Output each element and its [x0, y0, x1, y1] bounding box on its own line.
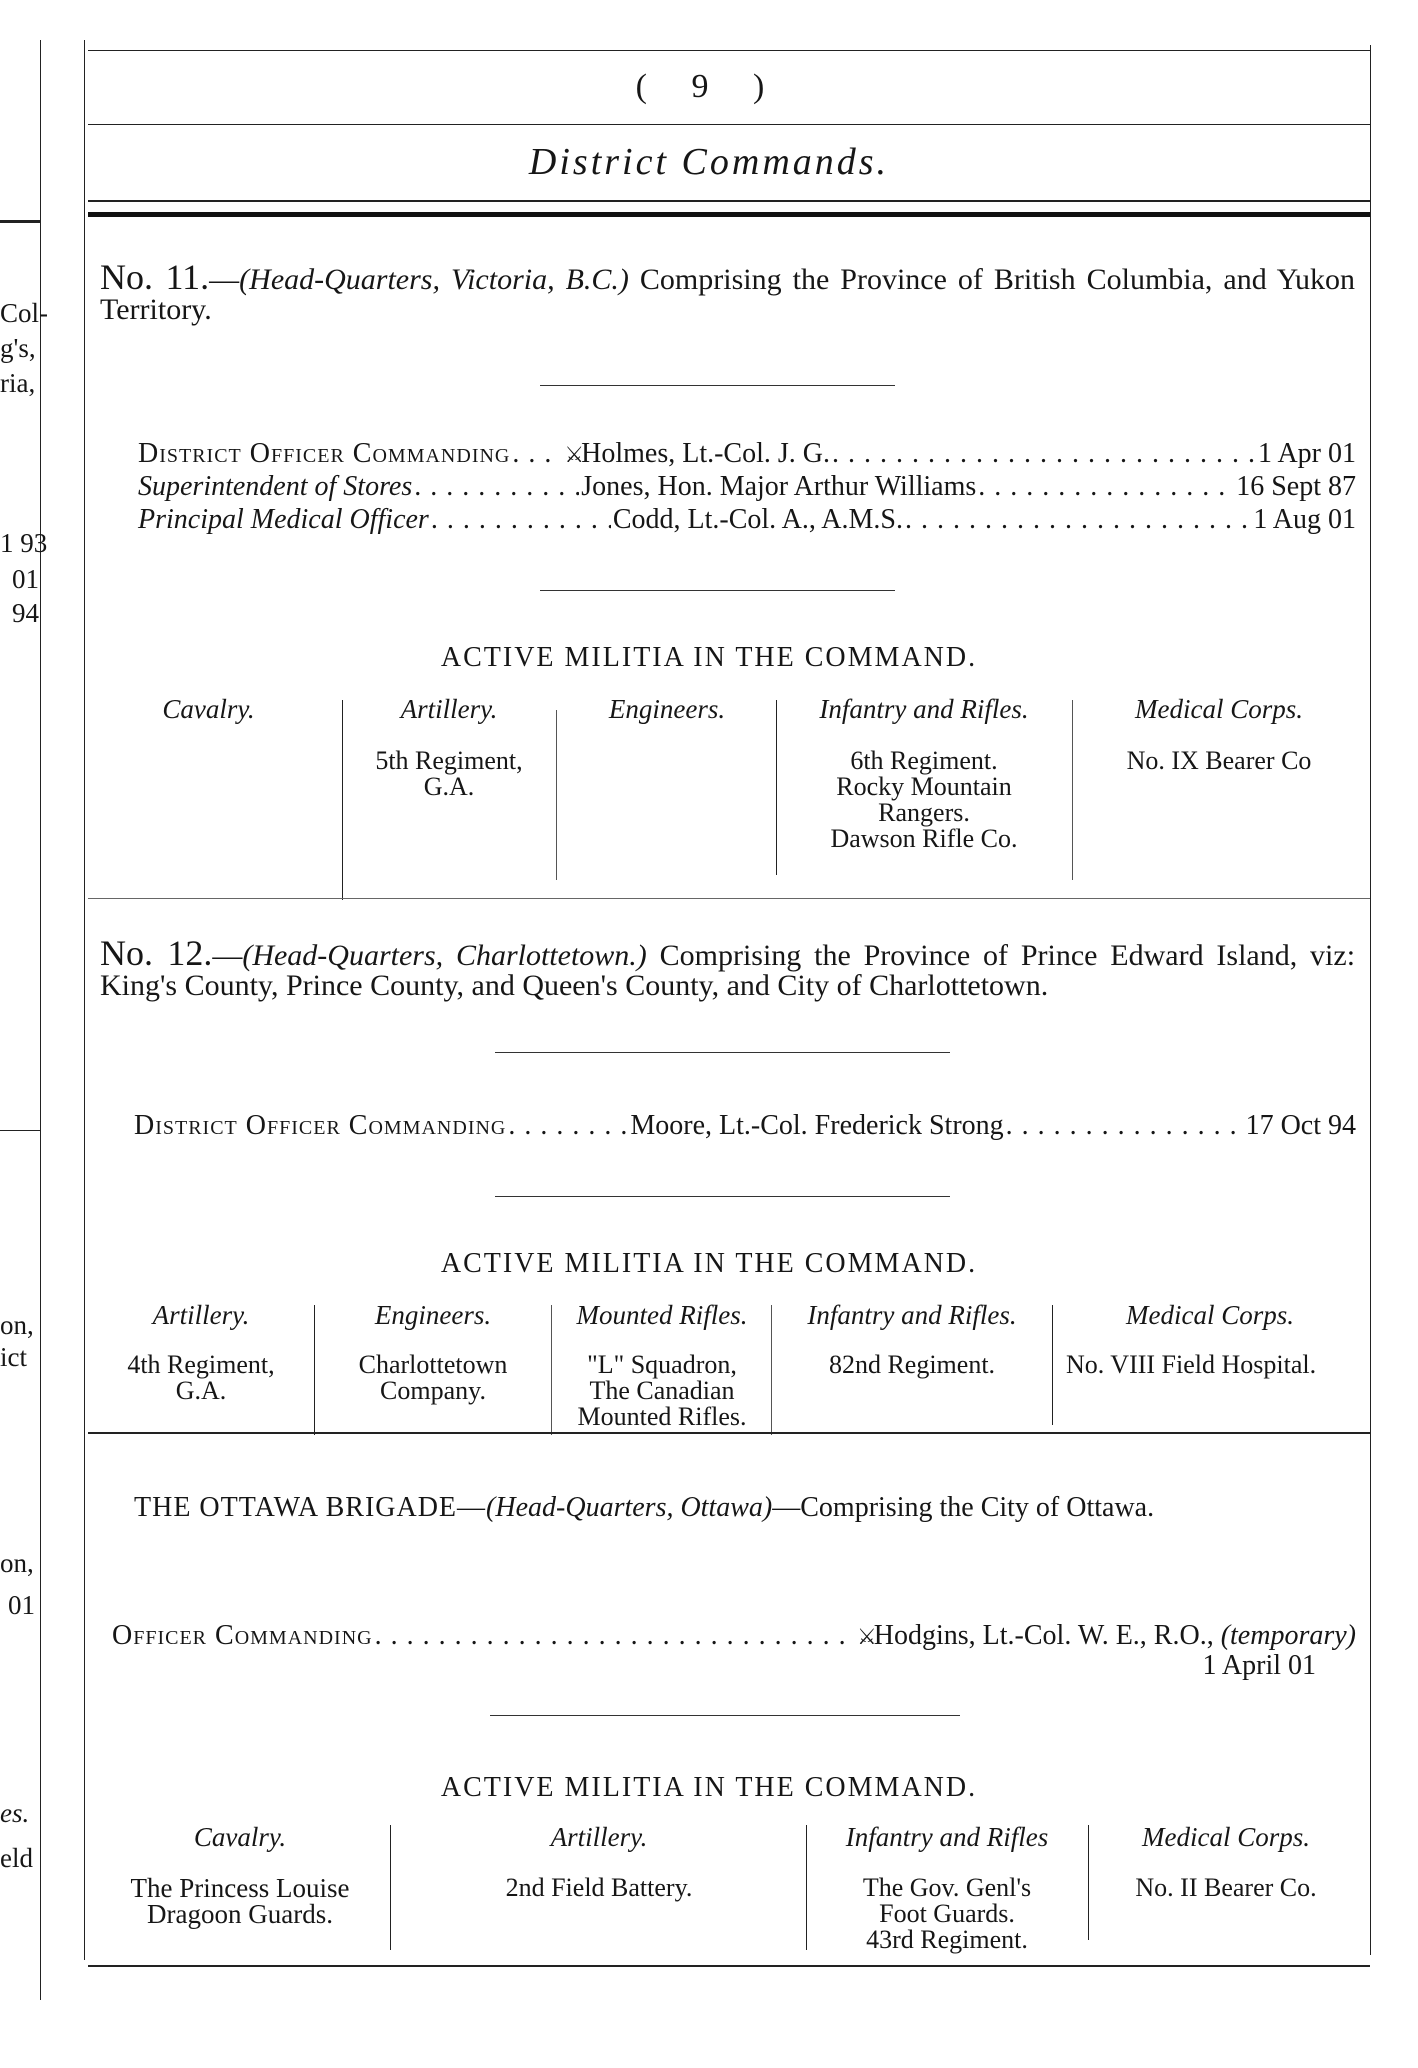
officer-date: 16 Sept 87 — [1236, 471, 1356, 502]
officer-name: Codd, Lt.-Col. A., A.M.S. — [612, 504, 903, 535]
frame-right-rule — [1370, 45, 1371, 1955]
district-text: Comprising the Province of Prince Edward Island, viz: King's County, Prince County, and Queen's County, and City of Charlottetown. — [100, 939, 1356, 1002]
column-divider — [806, 1825, 807, 1950]
officer-note: (temporary) — [1220, 1620, 1356, 1651]
margin-fragment: 94 — [12, 598, 39, 628]
section-rule — [88, 898, 1370, 899]
margin-fragment: on, — [0, 1548, 34, 1578]
frame-left-rule — [84, 40, 85, 1960]
margin-fragment: g's, — [0, 333, 36, 363]
column-divider — [556, 710, 557, 880]
column-heading: Infantry and Rifles. — [807, 1300, 1017, 1330]
officer-name: Moore, Lt.-Col. Frederick Strong — [630, 1110, 1004, 1141]
column-divider — [776, 700, 777, 875]
column-heading: Medical Corps. — [1126, 1300, 1294, 1330]
district-description: No. 11.—(Head-Quarters, Victoria, B.C.) Comprising the Province of British Columbia, and Yukon Territory. — [100, 257, 1355, 326]
margin-fragment: 1 93 — [0, 528, 48, 558]
officer-row — [112, 1620, 1356, 1652]
officer-title: Officer Commanding — [112, 1620, 373, 1651]
district-number: No. 12. — [100, 933, 213, 973]
frame-top-rule — [88, 50, 1370, 51]
rule — [88, 200, 1370, 202]
officer-date: 1 Aug 01 — [1253, 504, 1356, 535]
officer-date: 1 Apr 01 — [1258, 438, 1356, 469]
brigade-description — [134, 1492, 1356, 1524]
margin-fragment: es. — [0, 1798, 30, 1828]
rule — [495, 1052, 950, 1053]
column-body: 82nd Regiment. — [828, 1350, 996, 1379]
officer-name: Jones, Hon. Major Arthur Williams — [581, 471, 977, 502]
swords-icon: ⚔ — [857, 1624, 874, 1649]
frame-bottom-rule — [88, 1965, 1370, 1967]
column-heading: Medical Corps. — [1135, 694, 1303, 724]
column-body: No. IX Bearer Co — [1126, 746, 1312, 775]
section-rule — [88, 1432, 1370, 1434]
swords-icon: ⚔ — [564, 442, 582, 467]
brigade-name: THE OTTAWA BRIGADE— — [134, 1492, 487, 1523]
officer-title: Superintendent of Stores — [138, 471, 413, 502]
column-divider — [1052, 1305, 1053, 1425]
officer-list — [138, 438, 1356, 537]
column-body: 5th Regiment, G.A. — [375, 746, 523, 801]
column-divider — [551, 1305, 552, 1435]
rule — [490, 1715, 960, 1716]
militia-title: ACTIVE MILITIA IN THE COMMAND. — [440, 642, 978, 673]
column-divider — [771, 1305, 772, 1435]
district-description: No. 12.—(Head-Quarters, Charlottetown.) Comprising the Province of Prince Edward Island, viz: King's County, Prince County, and Queen's County, and City of Charlottetown. — [100, 933, 1356, 1002]
officer-title: District Officer Commanding — [138, 438, 511, 469]
column-heading: Mounted Rifles. — [576, 1300, 748, 1330]
officer-row — [138, 438, 1356, 471]
column-divider — [390, 1825, 391, 1950]
column-body: Charlottetown Company. — [358, 1350, 508, 1405]
district-number: No. 11. — [100, 257, 210, 297]
page-number: ( 9 ) — [635, 68, 783, 105]
column-body: The Gov. Genl's Foot Guards. 43rd Regiment. — [862, 1873, 1032, 1954]
column-body: 4th Regiment, G.A. — [127, 1350, 275, 1405]
officer-row — [138, 471, 1356, 504]
margin-fragment: on, — [0, 1310, 34, 1340]
column-body: No. II Bearer Co. — [1135, 1873, 1317, 1902]
officer-row — [138, 504, 1356, 537]
column-heading: Medical Corps. — [1142, 1822, 1310, 1852]
margin-fragment: 01 — [12, 564, 39, 594]
column-heading: Artillery. — [550, 1822, 648, 1852]
district-headquarters: (Head-Quarters, Charlottetown.) — [242, 939, 647, 972]
column-body: The Princess Louise Dragoon Guards. — [130, 1873, 350, 1929]
column-heading: Cavalry. — [162, 694, 255, 724]
officer-title: District Officer Commanding — [134, 1110, 507, 1141]
officer-title: Principal Medical Officer — [138, 504, 429, 535]
column-heading: Engineers. — [608, 694, 726, 724]
column-heading: Artillery. — [400, 694, 498, 724]
column-heading: Cavalry. — [193, 1822, 287, 1852]
officer-list — [112, 1620, 1356, 1680]
rule — [540, 590, 895, 591]
margin-fragment: eld — [0, 1843, 33, 1873]
brigade-text: —Comprising the City of Ottawa. — [772, 1492, 1155, 1523]
margin-rule — [0, 220, 40, 223]
column-divider — [1088, 1825, 1089, 1940]
rule — [88, 124, 1370, 125]
column-body: 6th Regiment. Rocky Mountain Rangers. Dawson Rifle Co. — [830, 746, 1018, 853]
officer-name: Hodgins, Lt.-Col. W. E., R.O., — [873, 1620, 1214, 1651]
column-divider — [314, 1305, 315, 1435]
column-divider — [342, 700, 343, 900]
officer-list — [134, 1110, 1356, 1142]
rule — [540, 385, 895, 386]
officer-row — [134, 1110, 1356, 1142]
margin-fragment: Col- — [0, 298, 49, 328]
district-headquarters: (Head-Quarters, Victoria, B.C.) — [239, 263, 629, 296]
column-heading: Artillery. — [152, 1300, 250, 1330]
column-heading: Infantry and Rifles — [845, 1822, 1049, 1852]
margin-rule — [40, 40, 41, 2000]
column-heading: Engineers. — [374, 1300, 492, 1330]
column-body: No. VIII Field Hospital. — [1066, 1350, 1317, 1379]
heavy-rule — [88, 212, 1370, 217]
column-body: 2nd Field Battery. — [505, 1873, 693, 1902]
column-divider — [1072, 700, 1073, 880]
margin-fragment: ria, — [0, 368, 36, 398]
officer-name: Holmes, Lt.-Col. J. G. — [581, 438, 830, 469]
officer-date: 1 April 01 — [1202, 1650, 1316, 1681]
section-heading: District Commands. — [528, 141, 890, 183]
militia-title: ACTIVE MILITIA IN THE COMMAND. — [440, 1772, 978, 1803]
district-text: Comprising the Province of British Columbia, and Yukon Territory. — [100, 263, 1355, 326]
column-body: "L" Squadron, The Canadian Mounted Rifles. — [577, 1350, 747, 1431]
margin-rule — [0, 1130, 40, 1131]
column-heading: Infantry and Rifles. — [819, 694, 1029, 724]
officer-date: 17 Oct 94 — [1245, 1110, 1356, 1141]
margin-fragment: 01 — [8, 1590, 35, 1620]
militia-title: ACTIVE MILITIA IN THE COMMAND. — [440, 1248, 978, 1279]
brigade-headquarters: (Head-Quarters, Ottawa) — [486, 1492, 773, 1523]
margin-fragment: ict — [0, 1342, 27, 1372]
rule — [495, 1196, 950, 1197]
